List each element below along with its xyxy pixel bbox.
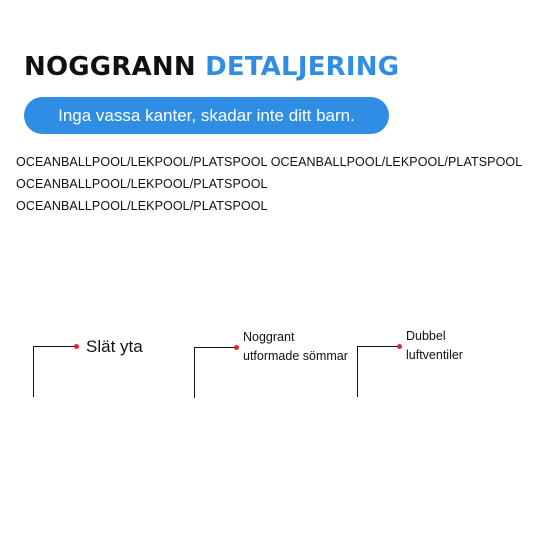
callout-vertical-line (194, 347, 195, 398)
headline-dark-word: NOGGRANN (24, 52, 196, 82)
keyword-line: OCEANBALLPOOL/LEKPOOL/PLATSPOOL OCEANBALLPOOL/LEKPOOL/PLATSPOOL (16, 155, 523, 169)
callout-label-line: Slät yta (86, 337, 143, 356)
keyword-block (16, 151, 521, 217)
callout-label (86, 336, 143, 358)
callout-label-line: utformade sömmar (243, 349, 348, 363)
callout-label (406, 327, 463, 365)
headline (24, 50, 399, 84)
callout-vertical-line (33, 346, 34, 397)
callout-label-line: luftventiler (406, 348, 463, 362)
callout-horizontal-line (194, 347, 236, 348)
keyword-line: OCEANBALLPOOL/LEKPOOL/PLATSPOOL (16, 177, 268, 191)
callout-dot-icon (397, 344, 402, 349)
callout-horizontal-line (33, 346, 76, 347)
feature-pill-banner: Inga vassa kanter, skadar inte ditt barn. (24, 97, 389, 134)
callout-label-line: Noggrant (243, 330, 295, 344)
keyword-line: OCEANBALLPOOL/LEKPOOL/PLATSPOOL (16, 199, 268, 213)
callout-label-line: Dubbel (406, 329, 446, 343)
headline-blue-word: DETALJERING (205, 52, 400, 82)
callout-dot-icon (234, 345, 239, 350)
callout-vertical-line (357, 346, 358, 397)
callout-dot-icon (74, 344, 79, 349)
callout-horizontal-line (357, 346, 399, 347)
callout-label (243, 328, 348, 366)
